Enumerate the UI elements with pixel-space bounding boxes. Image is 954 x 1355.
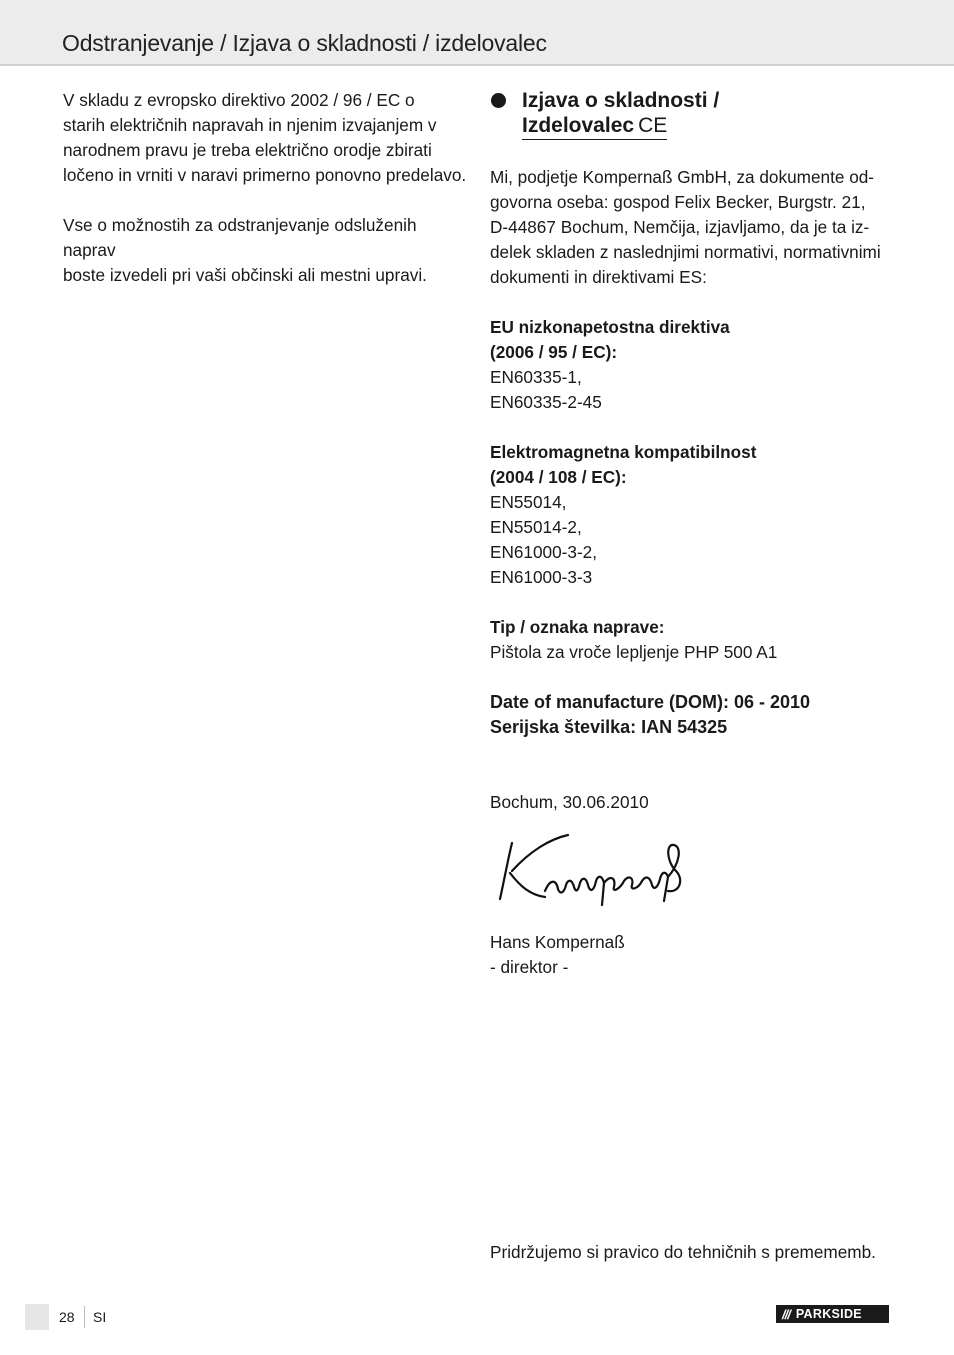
text-line: govorna oseba: gospod Felix Becker, Burgstr. 21, bbox=[490, 192, 866, 212]
declaration-intro bbox=[490, 165, 900, 290]
text-line: starih električnih napravah in njenim izvajanjem v bbox=[63, 115, 437, 135]
emc-directive bbox=[490, 440, 900, 590]
logo-stripes: /// bbox=[782, 1306, 790, 1322]
directive-number: (2006 / 95 / EC): bbox=[490, 342, 618, 362]
section-title-line2 bbox=[522, 113, 667, 140]
disposal-paragraph bbox=[63, 88, 468, 188]
device-type bbox=[490, 615, 900, 665]
signature-block bbox=[490, 790, 900, 980]
standard-item: EN55014-2, bbox=[490, 517, 582, 537]
place-date: Bochum, 30.06.2010 bbox=[490, 792, 649, 812]
text-line: delek skladen z naslednjimi normativi, normativnimi bbox=[490, 242, 881, 262]
text-line: boste izvedeli pri vaši občinski ali mestni upravi. bbox=[63, 265, 427, 285]
serial-number: Serijska številka: IAN 54325 bbox=[490, 717, 728, 737]
section-heading bbox=[490, 88, 900, 140]
footer-divider bbox=[84, 1306, 85, 1328]
directive-title: EU nizkonapetostna direktiva bbox=[490, 317, 730, 337]
standard-item: EN60335-2-45 bbox=[490, 392, 602, 412]
section-title-line1: Izjava o skladnosti / bbox=[522, 89, 720, 112]
disposal-info-paragraph bbox=[63, 213, 468, 288]
text-line: V skladu z evropsko direktivo 2002 / 96 / EC o bbox=[63, 90, 415, 110]
parkside-logo bbox=[776, 1305, 889, 1323]
left-column bbox=[63, 88, 468, 288]
footer-marker bbox=[25, 1304, 49, 1330]
text-line: dokumenti in direktivami ES: bbox=[490, 267, 707, 287]
signer-role: - direktor - bbox=[490, 957, 569, 977]
signature-image bbox=[490, 831, 690, 911]
standard-item: EN61000-3-3 bbox=[490, 567, 593, 587]
standard-item: EN55014, bbox=[490, 492, 567, 512]
signer-name: Hans Kompernaß bbox=[490, 932, 625, 952]
directive-number: (2004 / 108 / EC): bbox=[490, 467, 627, 487]
text-line: D-44867 Bochum, Nemčija, izjavljamo, da je ta iz- bbox=[490, 217, 870, 237]
page-title: Odstranjevanje / Izjava o skladnosti / izdelovalec bbox=[62, 30, 547, 56]
text-line: narodnem pravu je treba električno orodje zbirati bbox=[63, 140, 432, 160]
standard-item: EN61000-3-2, bbox=[490, 542, 598, 562]
low-voltage-directive bbox=[490, 315, 900, 415]
bullet-icon bbox=[491, 93, 506, 108]
language-code: SI bbox=[93, 1309, 107, 1325]
ce-mark-icon: CE bbox=[638, 114, 668, 137]
type-value: Pištola za vroče lepljenje PHP 500 A1 bbox=[490, 642, 778, 662]
section-title-text: Izdelovalec bbox=[522, 114, 635, 137]
date-of-manufacture: Date of manufacture (DOM): 06 - 2010 bbox=[490, 692, 811, 712]
logo-text: PARKSIDE bbox=[795, 1307, 862, 1321]
manufacture-info bbox=[490, 690, 900, 740]
directive-title: Elektromagnetna kompatibilnost bbox=[490, 442, 757, 462]
text-line: ločeno in vrniti v naravi primerno ponovno predelavo. bbox=[63, 165, 467, 185]
right-column bbox=[490, 88, 900, 980]
type-title: Tip / oznaka naprave: bbox=[490, 617, 665, 637]
text-line: Vse o možnostih za odstranjevanje odsluženih naprav bbox=[63, 215, 417, 260]
standard-item: EN60335-1, bbox=[490, 367, 582, 387]
page-number: 28 bbox=[59, 1309, 75, 1325]
page-header bbox=[0, 0, 954, 66]
text-line: Mi, podjetje Kompernaß GmbH, za dokumente od- bbox=[490, 167, 875, 187]
technical-changes-note: Pridržujemo si pravico do tehničnih s premememb. bbox=[490, 1242, 876, 1262]
